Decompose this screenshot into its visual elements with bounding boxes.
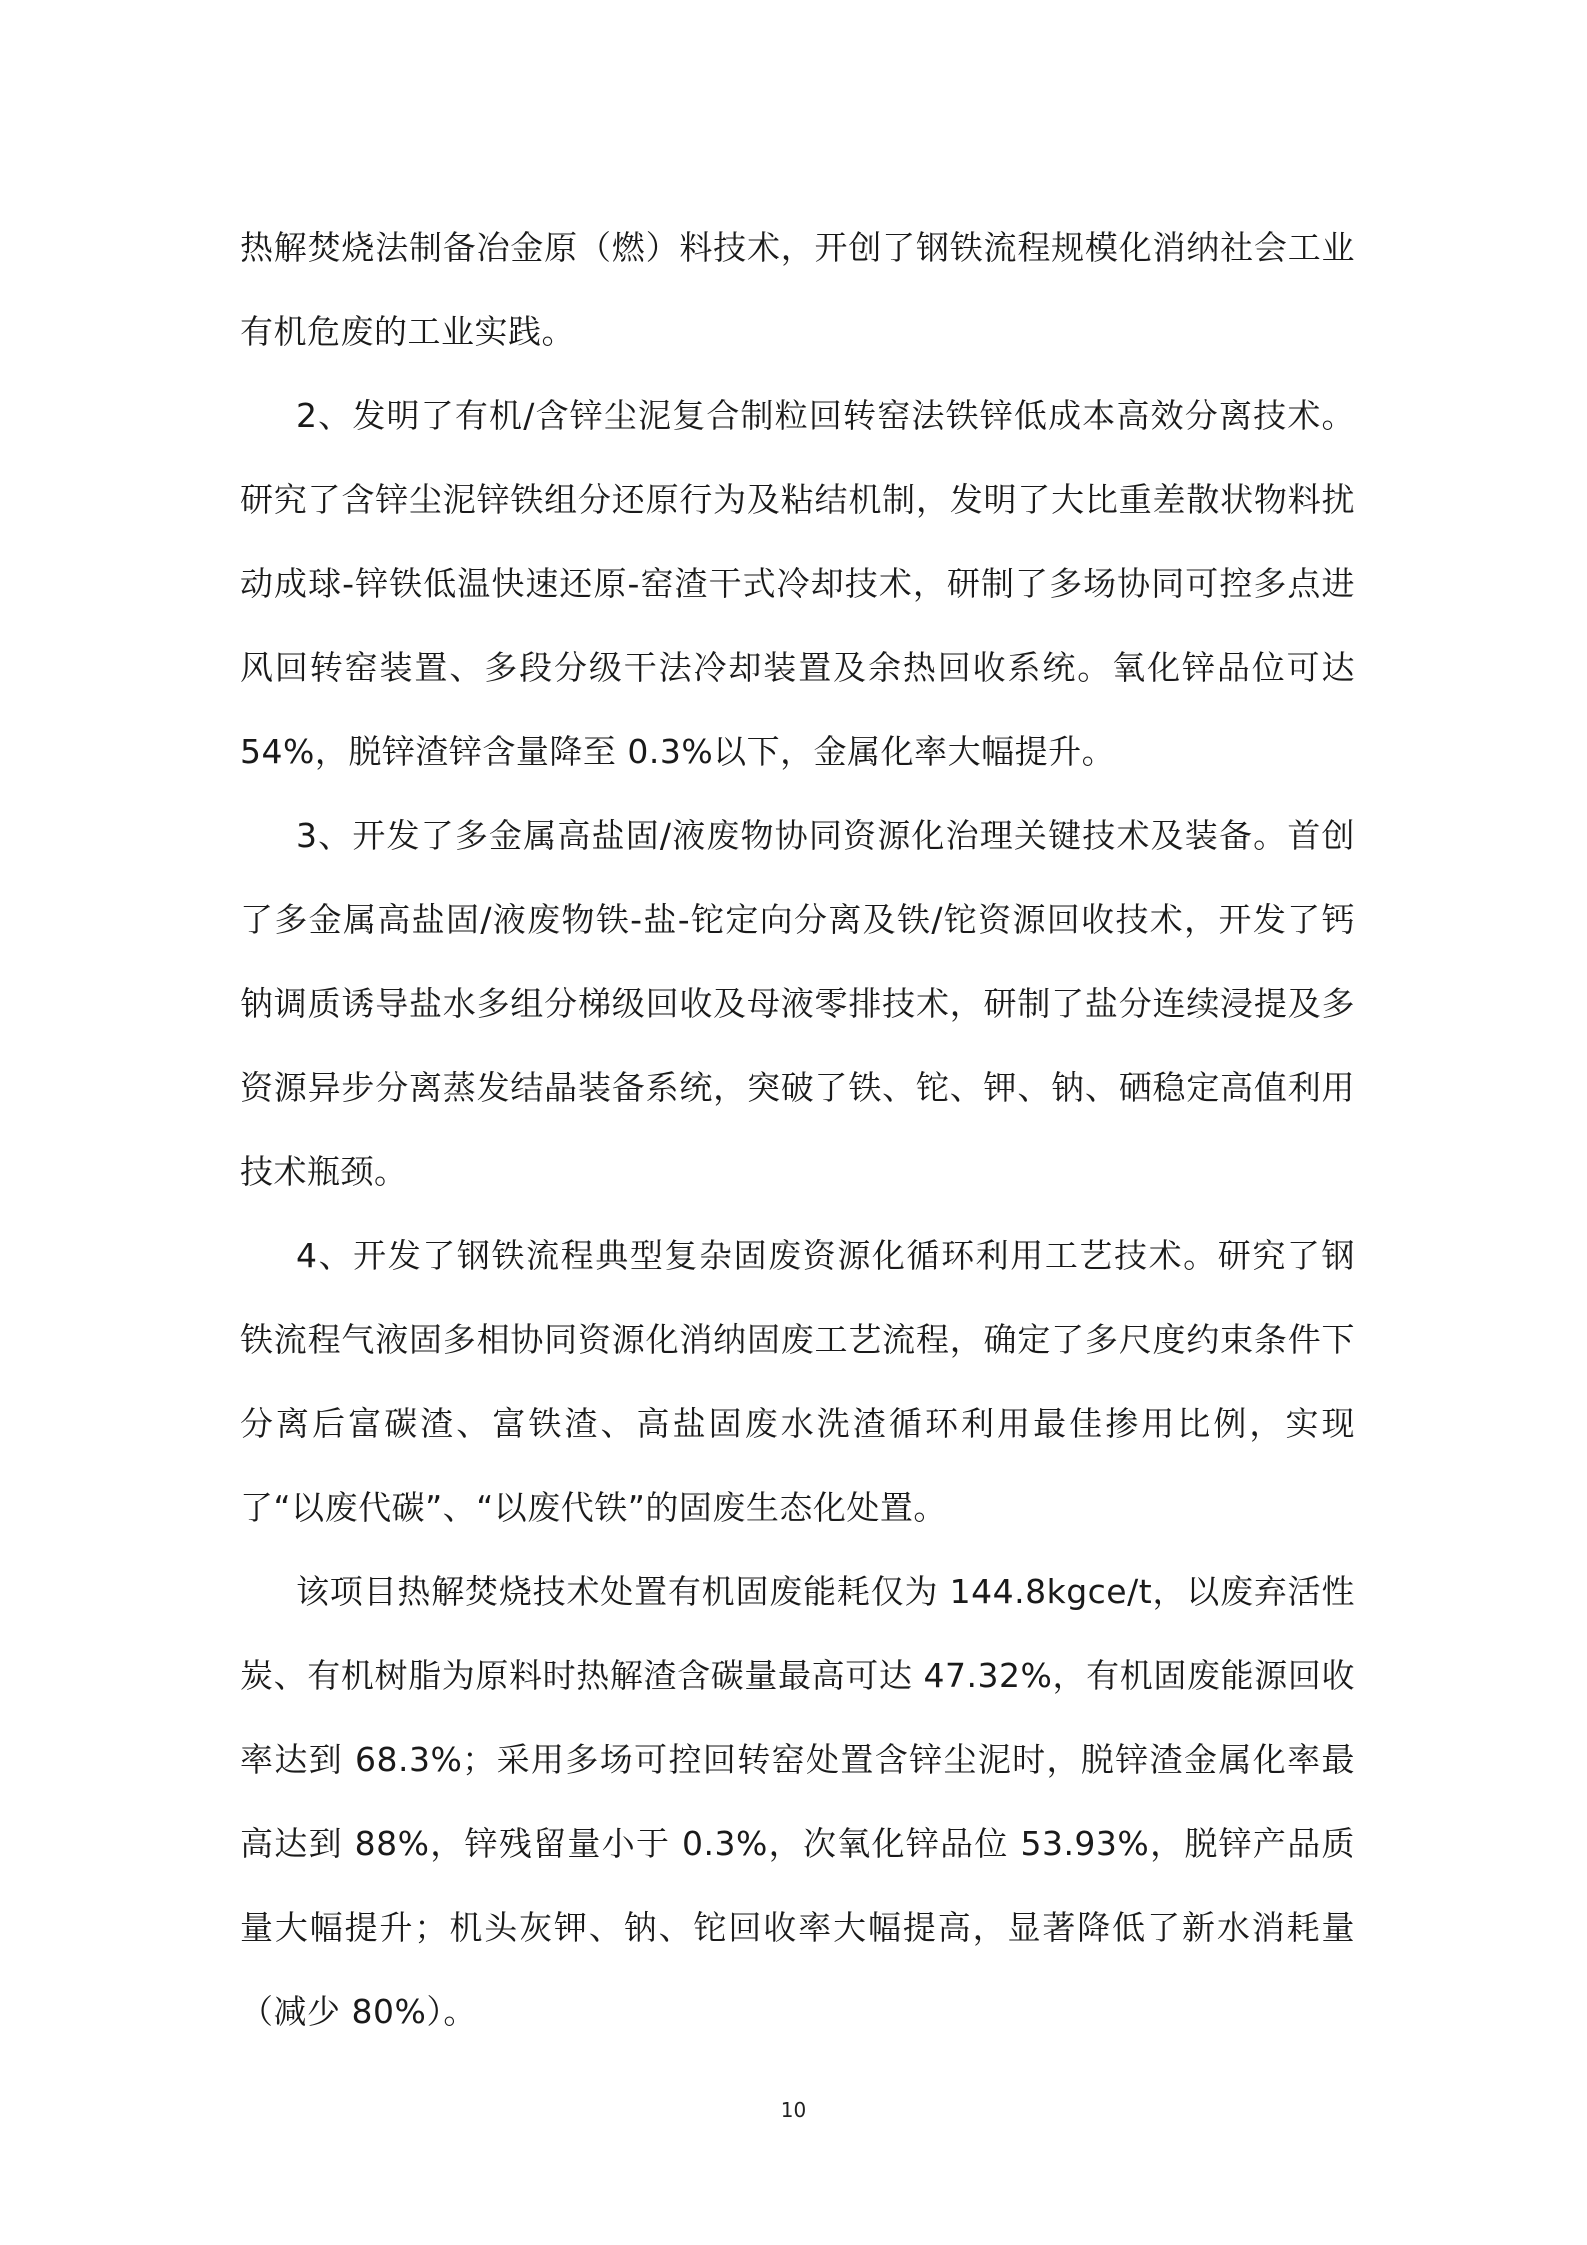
- page-number: 10: [780, 2098, 807, 2122]
- document-body: [240, 206, 1355, 2054]
- paragraph-item-4: 4、开发了钢铁流程典型复杂固废资源化循环利用工艺技术。研究了钢铁流程气液固多相协同资源化消纳固废工艺流程，确定了多尺度约束条件下分离后富碳渣、富铁渣、高盐固废水洗渣循环利用最佳掺用比例，实现了“以废代碳”、“以废代铁”的固废生态化处置。: [240, 1236, 1355, 1527]
- paragraph-continuation: 热解焚烧法制备冶金原（燃）料技术，开创了钢铁流程规模化消纳社会工业有机危废的工业实践。: [240, 228, 1355, 351]
- paragraph-item-2: 2、发明了有机/含锌尘泥复合制粒回转窑法铁锌低成本高效分离技术。研究了含锌尘泥锌铁组分还原行为及粘结机制，发明了大比重差散状物料扰动成球-锌铁低温快速还原-窑渣干式冷却技术，研制了多场协同可控多点进风回转窑装置、多段分级干法冷却装置及余热回收系统。氧化锌品位可达 54%，脱锌渣锌含量降至 0.3%以下，金属化率大幅提升。: [240, 396, 1355, 771]
- paragraph-item-3: 3、开发了多金属高盐固/液废物协同资源化治理关键技术及装备。首创了多金属高盐固/液废物铁-盐-铊定向分离及铁/铊资源回收技术，开发了钙钠调质诱导盐水多组分梯级回收及母液零排技术，研制了盐分连续浸提及多资源异步分离蒸发结晶装备系统，突破了铁、铊、钾、钠、硒稳定高值利用技术瓶颈。: [240, 816, 1355, 1191]
- paragraph-summary: 该项目热解焚烧技术处置有机固废能耗仅为 144.8kgce/t，以废弃活性炭、有机树脂为原料时热解渣含碳量最高可达 47.32%，有机固废能源回收率达到 68.3%；采用多场可控回转窑处置含锌尘泥时，脱锌渣金属化率最高达到 88%，锌残留量小于 0.3%，次氧化锌品位 53.93%，脱锌产品质量大幅提升；机头灰钾、钠、铊回收率大幅提高，显著降低了新水消耗量（减少 80%）。: [240, 1572, 1355, 2031]
